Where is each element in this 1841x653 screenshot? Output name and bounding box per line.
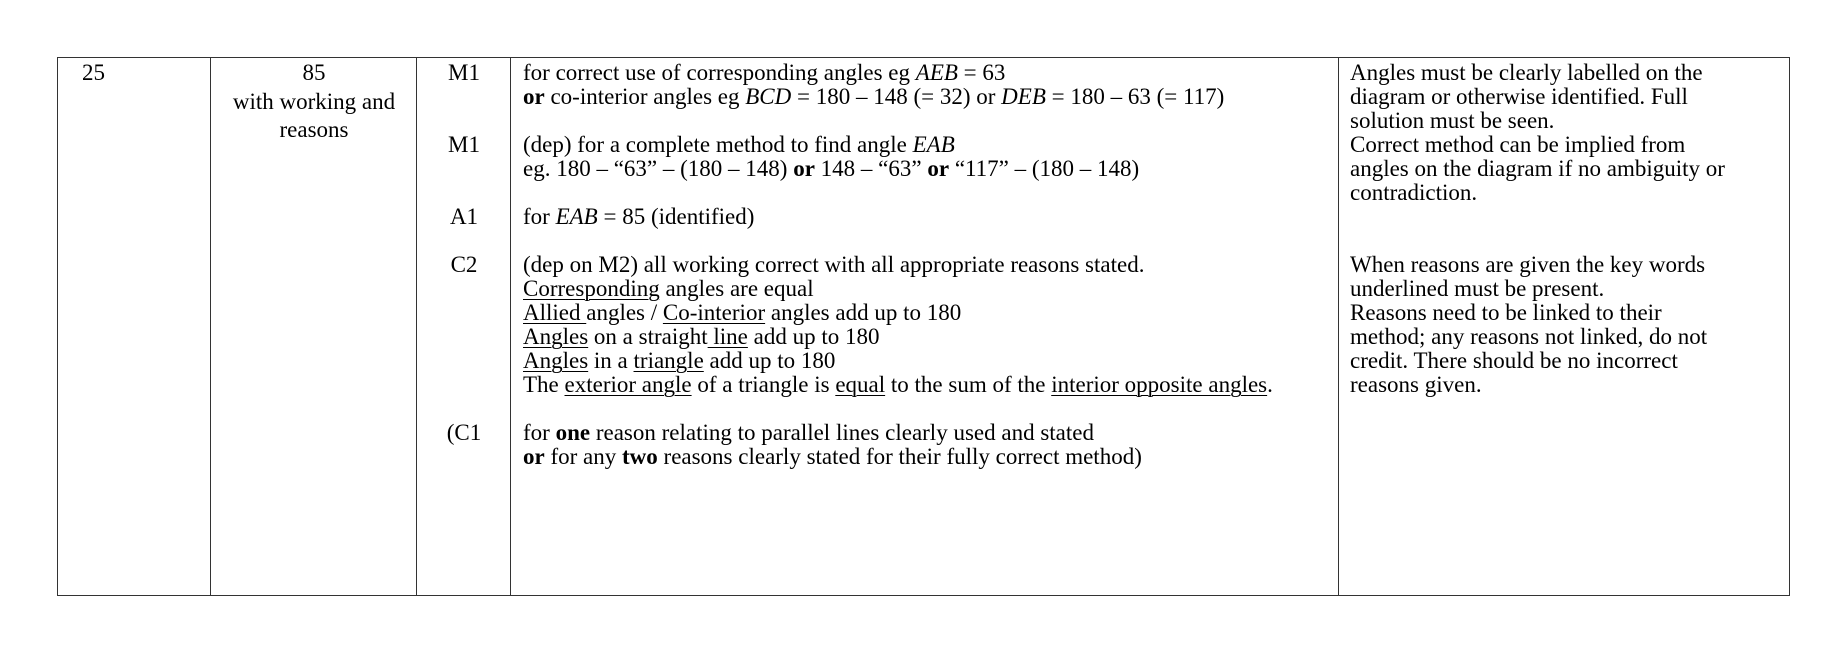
note-line: contradiction. [1350, 180, 1478, 205]
guidance-notes-cell [1339, 58, 1791, 595]
working-line: for one reason relating to parallel lines clearly used and stated [523, 420, 1094, 445]
note-line: Reasons need to be linked to their [1350, 300, 1662, 325]
note-line: Angles must be clearly labelled on the [1350, 60, 1703, 85]
working-line: or for any two reasons clearly stated for their fully correct method) [523, 444, 1142, 469]
note-line: diagram or otherwise identified. Full [1350, 84, 1688, 109]
working-line: eg. 180 – “63” – (180 – 148) or 148 – “63” or “117” – (180 – 148) [523, 156, 1140, 181]
reason-line: Angles on a straight line add up to 180 [523, 324, 880, 349]
note-line: credit. There should be no incorrect [1350, 348, 1678, 373]
question-number: 25 [82, 60, 105, 85]
question-number-cell [58, 58, 210, 595]
note-line: method; any reasons not linked, do not [1350, 324, 1708, 349]
answer-text [211, 59, 417, 145]
working-line: or co-interior angles eg BCD = 180 – 148 (= 32) or DEB = 180 – 63 (= 117) [523, 84, 1225, 109]
working-line: (dep) for a complete method to find angle EAB [523, 132, 955, 157]
marks-cell [417, 58, 511, 595]
mark-m1: M1 [448, 132, 480, 157]
answer-line: with working and [232, 88, 396, 114]
note-line: angles on the diagram if no ambiguity or [1350, 156, 1725, 181]
mark-c2: C2 [450, 252, 478, 277]
note-line: underlined must be present. [1350, 276, 1605, 301]
mark-scheme-table [57, 57, 1790, 596]
note-line: Correct method can be implied from [1350, 132, 1686, 157]
mark-c1: (C1 [446, 420, 482, 445]
answer-value: 85 [302, 60, 326, 85]
answer-line: reasons [279, 117, 349, 142]
note-line: solution must be seen. [1350, 108, 1555, 133]
reason-line: Angles in a triangle add up to 180 [523, 348, 836, 373]
reason-line: The exterior angle of a triangle is equal to the sum of the interior opposite angles. [523, 372, 1273, 397]
reason-line: Corresponding angles are equal [523, 276, 814, 301]
working-cell [511, 58, 1339, 595]
working-line: (dep on M2) all working correct with all appropriate reasons stated. [523, 252, 1145, 277]
reason-line: Allied angles / Co-interior angles add up to 180 [523, 300, 962, 325]
working-line: for EAB = 85 (identified) [523, 204, 755, 229]
mark-a1: A1 [449, 204, 479, 229]
note-line: reasons given. [1350, 372, 1482, 397]
answer-cell [211, 58, 417, 595]
mark-m1: M1 [448, 60, 480, 85]
note-line: When reasons are given the key words [1350, 252, 1706, 277]
working-line: for correct use of corresponding angles eg AEB = 63 [523, 60, 1006, 85]
